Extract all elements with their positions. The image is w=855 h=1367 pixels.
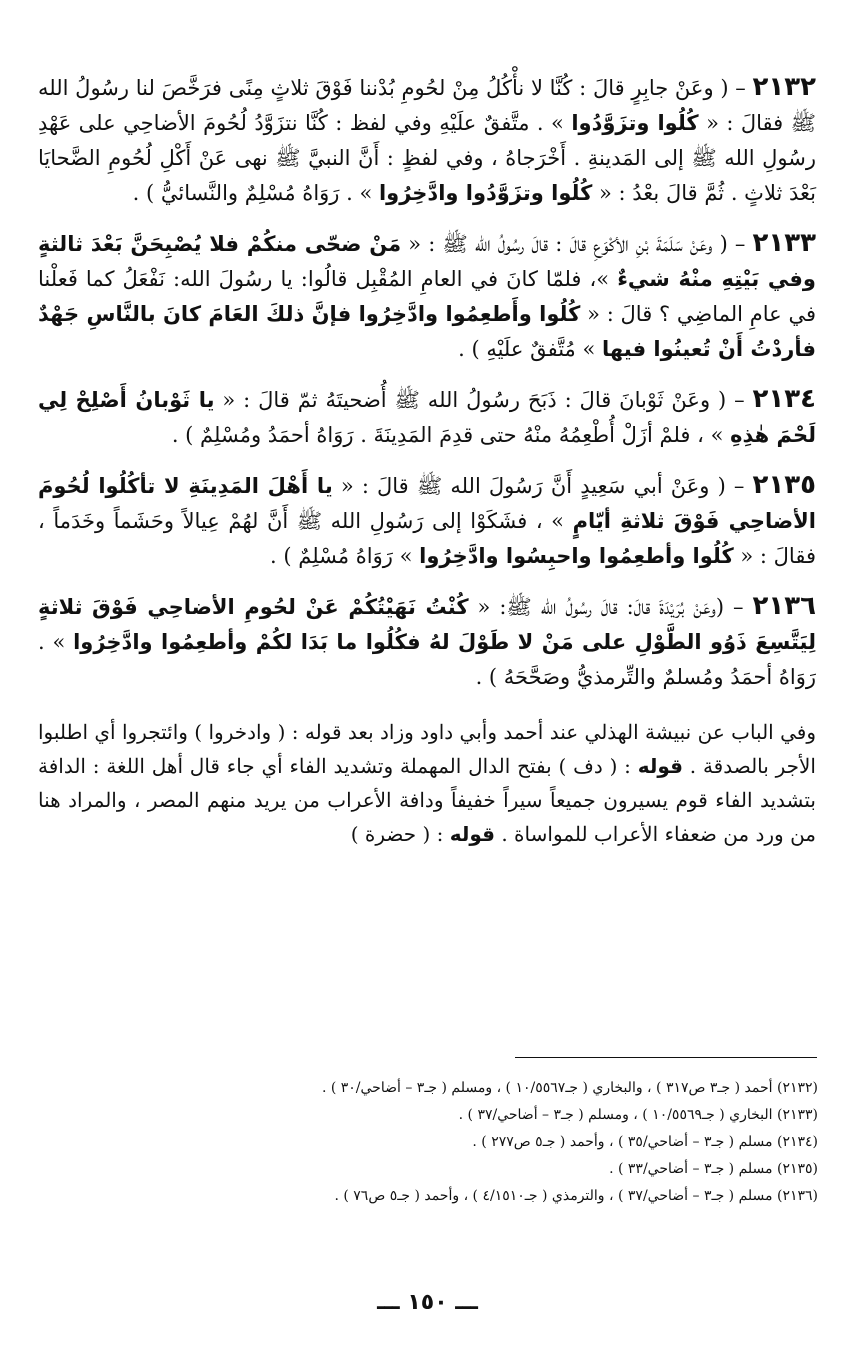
footnote: (٢١٣٢) أحمد ( جـ٣ ص٣١٧ ) ، والبخاري ( جـ١٠/٥٥٦٧ ) ، ومسلم ( جـ٣ – أضاحي/٣٠ ) . bbox=[321, 1080, 818, 1096]
commentary-text: وفي الباب عن نبيشة الهذلي عند أحمد وأبي داود وزاد بعد قوله : ( وادخروا ) وائتجروا أي اطلبوا الأجر بالصدقة . bbox=[38, 720, 816, 778]
hadith-number: ٢١٣٤ bbox=[752, 384, 816, 414]
prophetic-quote: مَنْ ضحّى منكُمْ فلا يُصْبِحَنَّ بَعْدَ ثالثةٍ وفي بَيْتِهِ منْهُ شيءٌ bbox=[38, 232, 816, 291]
prophetic-quote: كُلُوا وأطعِمُوا واحبِسُوا وادَّخِرُوا bbox=[419, 544, 734, 568]
prophetic-quote: كُلُوا وأَطعِمُوا وادَّخِرُوا فإنَّ ذلكَ العَامَ كانَ بالنَّاسِ جَهْدٌ فأردْتُ أَنْ تُعينُوا فيها bbox=[38, 302, 816, 361]
hadith-paragraph bbox=[38, 226, 816, 367]
commentary-paragraph bbox=[38, 715, 816, 851]
prophetic-quote: كُلُوا وتزَوَّدُوا وادَّخِرُوا bbox=[378, 181, 593, 205]
page-number: ـــ ١٥٠ ـــ bbox=[377, 1290, 478, 1315]
hadith-text: » . رَوَاهُ مُسْلِمٌ والنَّسائيُّ ) . bbox=[132, 181, 379, 205]
hadith-text: – ( وعَنْ ثَوْبانَ قالَ : ذَبَحَ رسُولُ الله ﷺ أُضحيتَهُ ثمّ قالَ : « bbox=[214, 388, 753, 412]
hadith-text: – ( وعَنْ سَلَمَةَ بْنِ الأكْوَعِ قالَ : قالَ رسُولُ الله ﷺ : « bbox=[401, 232, 753, 256]
hadith-text: » . رَوَاهُ أحمَدُ ومُسلمٌ والتِّرمذيُّ وصَحَّحَهُ ) . bbox=[38, 630, 816, 689]
commentary-keyword: قوله bbox=[637, 754, 683, 778]
hadith-text: » رَوَاهُ مُسْلِمٌ ) . bbox=[270, 544, 420, 568]
hadith-number: ٢١٣٥ bbox=[752, 470, 816, 500]
commentary-text: : ( حضرة ) bbox=[350, 822, 450, 846]
footnote: (٢١٣٥) مسلم ( جـ٣ – أضاحي/٣٣ ) . bbox=[609, 1161, 818, 1177]
prophetic-quote: يا أَهْلَ المَدِينَةِ لا تأكُلُوا لُحُومَ الأضاحِي فَوْقَ ثلاثةِ أيّامٍ bbox=[38, 474, 816, 533]
prophetic-quote: كُلُوا وتزَوَّدُوا bbox=[571, 111, 699, 135]
footnote: (٢١٣٤) مسلم ( جـ٣ – أضاحي/٣٥ ) ، وأحمد ( جـ٥ ص٢٧٧ ) . bbox=[472, 1134, 818, 1150]
hadith-number: ٢١٣٢ bbox=[752, 72, 816, 102]
hadith-text: »، فلمّا كانَ في العامِ المُقْبِل قالُوا: يا رسُولَ الله: نَفْعَلُ كما فَعلْنا في عامِ الماضِي ؟ قالَ : « bbox=[38, 267, 816, 326]
footnote: (٢١٣٣) البخاري ( جـ١٠/٥٥٦٩ ) ، ومسلم ( جـ٣ – أضاحي/٣٧ ) . bbox=[458, 1107, 818, 1123]
footnotes bbox=[100, 1075, 818, 1210]
hadith-paragraph bbox=[38, 468, 816, 574]
commentary-keyword: قوله bbox=[449, 822, 495, 846]
prophetic-quote: يا ثَوْبانُ أَصْلِحْ لِي لَحْمَ هٰذِهِ bbox=[38, 388, 816, 447]
hadith-text: – (وعَنْ بُرَيْدَةَ قالَ: قالَ رسُولُ الله ﷺ: « bbox=[468, 595, 753, 619]
hadith-text: » ، فشَكَوْا إلى رَسُولِ الله ﷺ أَنَّ لهُمْ عِيالاً وحَشَماً وخَدَماً ، فقالَ : « bbox=[38, 509, 816, 568]
hadith-text: » مُتَّفقٌ علَيْهِ ) . bbox=[458, 337, 603, 361]
page-body bbox=[38, 70, 816, 851]
hadith-list bbox=[38, 70, 816, 695]
hadith-text: – ( وعَنْ جابِرٍ قالَ : كُنَّا لا نأْكُلُ مِنْ لحُومِ بُدْننا فَوْقَ ثلاثٍ مِنًى فرَخَّصَ لنا رسُولُ الله ﷺ فقالَ : « bbox=[38, 76, 816, 135]
footnote: (٢١٣٦) مسلم ( جـ٣ – أضاحي/٣٧ ) ، والترمذي ( جـ٤/١٥١٠ ) ، وأحمد ( جـ٥ ص٧٦ ) . bbox=[334, 1188, 818, 1204]
hadith-paragraph bbox=[38, 382, 816, 453]
hadith-text: – ( وعَنْ أبي سَعِيدٍ أَنَّ رَسُولَ الله ﷺ قالَ : « bbox=[332, 474, 753, 498]
hadith-paragraph bbox=[38, 70, 816, 211]
hadith-number: ٢١٣٣ bbox=[752, 228, 817, 258]
footnote-divider bbox=[515, 1057, 817, 1058]
hadith-number: ٢١٣٦ bbox=[752, 591, 816, 621]
prophetic-quote: كُنْتُ نَهَيْتُكُمْ عَنْ لحُومِ الأضاحِي فَوْقَ ثلاثةٍ لِيَتَّسِعَ ذَوُو الطَّوْلِ على مَنْ لا طَوْلَ لهُ فكُلُوا ما بَدَا لكُمْ وأطعِمُوا وادَّخِرُوا bbox=[38, 595, 817, 654]
hadith-text: » ، فلمْ أزَلْ أُطْعِمُهُ منْهُ حتى قدِمَ المَدِينَةَ . رَوَاهُ أحمَدُ ومُسْلِمٌ ) . bbox=[171, 423, 731, 447]
commentary-text: : ( دف ) بفتح الدال المهملة وتشديد الفاء أي جاء قال أهل اللغة : الدافة بتشديد الفاء قوم يسيرون جميعاً سيراً خفيفاً ودافة الأعراب من يريد منهم المصر ، والمراد هنا من ورد من ضعفاء الأعراب للمواساة . bbox=[38, 754, 816, 846]
hadith-paragraph bbox=[38, 589, 816, 695]
hadith-text: » . متَّفقٌ علَيْهِ وفي لفظ : كُنَّا نتزَوَّدُ لُحُومَ الأضاحِي على عَهْدِ رسُولِ الله ﷺ إلى المَدينةِ . أَخْرَجاهُ ، وفي لفظٍ : أَنَّ النبيَّ ﷺ نهى عَنْ أَكْلِ لُحُومِ الضَّحايَا بَعْدَ ثلاثٍ . ثُمَّ قالَ بعْدُ : « bbox=[38, 111, 816, 205]
